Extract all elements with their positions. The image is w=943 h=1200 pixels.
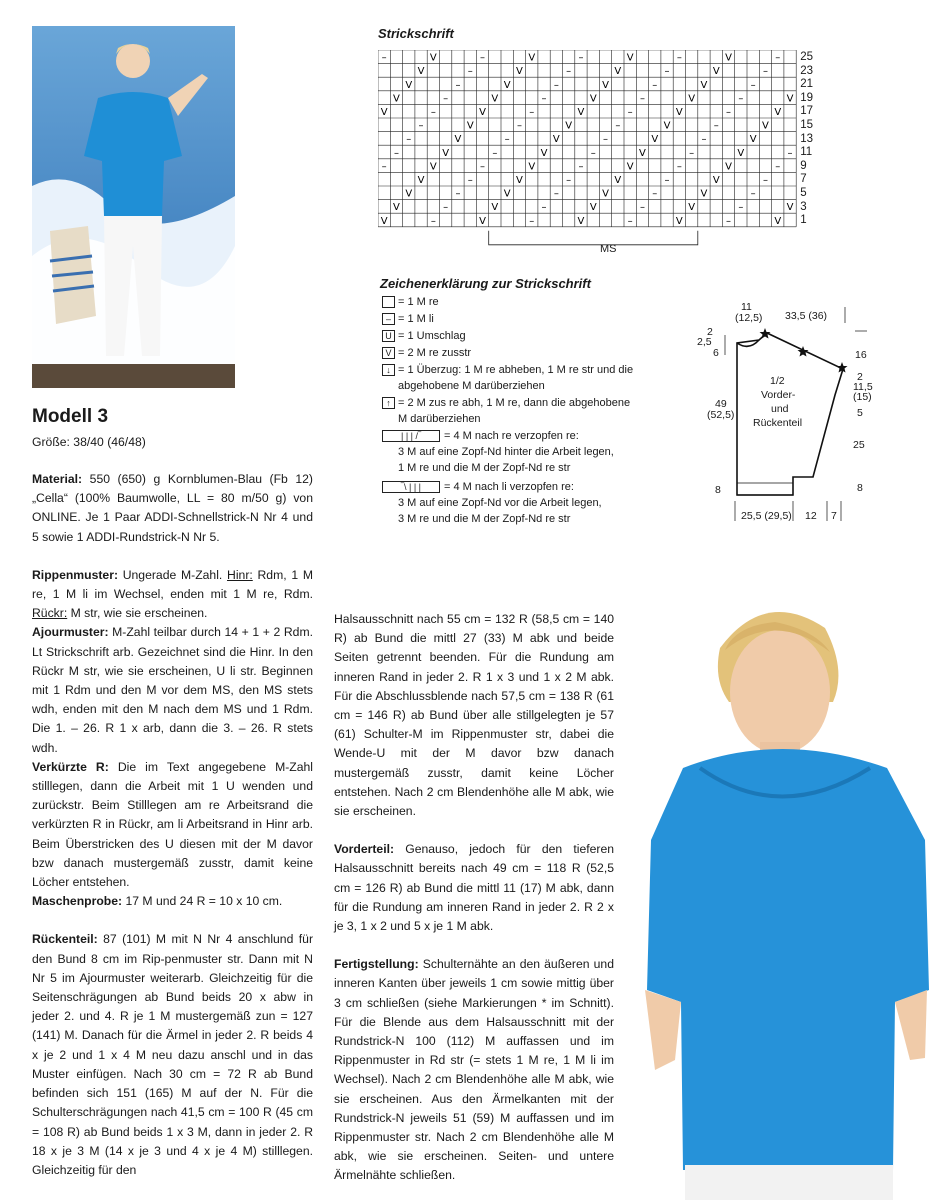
chart-cell-symbol: V: [393, 93, 400, 105]
front-paragraph: Vorderteil: Genauso, jedoch für den tieferen Halsausschnitt bereits nach 49 cm = 118 R (52,5 cm = 126 R) ab Bund die mittl 11 (17) M abk, dann für die Rundung am inneren Rand in jeder 2. R 2 x je 3, 1 x 2 und 5 x je 1 M abk.: [334, 842, 614, 934]
chart-cell-symbol: –: [566, 175, 572, 186]
chart-cell-symbol: –: [639, 202, 645, 214]
chart-cell-symbol: –: [578, 52, 584, 64]
chart-cell-symbol: V: [737, 147, 745, 159]
chart-cell-symbol: V: [774, 107, 782, 118]
cable-symbol-icon: | | | /‾: [382, 430, 440, 442]
legend-text: = 4 M nach li verzopfen re:: [444, 481, 574, 493]
chart-row-number: 1: [800, 214, 807, 227]
finishing-paragraph: Fertigstellung: Schulternähte an den äußeren und inneren Kanten über jeweils 1 cm sowie mittig über 3 cm schließen (siehe Markierungen * im Schnitt). Für die Blende aus dem Halsausschnitt mit der Rundstrick-N 100 (112) M auffassen und im Rippenmuster in Rd str (= stets 1 M re, 1 M li im Wechsel). Nach 2 cm Blendenhöhe alle M abk, wie sie erscheinen. Aus den Ärmelkanten mit der Rundstrick-N jeweils 51 (59) M auffassen und im Rippenmuster str. Nach 2 cm Blendenhöhe alle M abk, wie sie erscheinen. Seiten- und untere Ärmelnähte schließen.: [334, 957, 614, 1183]
chart-cell-symbol: –: [578, 161, 584, 173]
schema-right-25: 25: [853, 439, 865, 451]
chart-row-number: 17: [800, 105, 813, 118]
repeat-bracket: [489, 231, 698, 245]
schema-top-33-5: 33,5 (36): [785, 310, 828, 322]
chart-cell-symbol: V: [380, 107, 388, 118]
chart-cell-symbol: V: [614, 175, 622, 186]
chart-cell-symbol: V: [405, 188, 413, 200]
schema-bottom-7: 7: [831, 510, 837, 522]
chart-cell-symbol: –: [504, 134, 510, 146]
chart-title: Strickschrift: [378, 26, 454, 41]
chart-cell-symbol: V: [491, 202, 499, 214]
chart-cell-symbol: V: [479, 107, 486, 118]
chart-cell-symbol: –: [652, 79, 658, 91]
chart-cell-symbol: V: [626, 161, 634, 173]
gauge-paragraph: Maschenprobe: 17 M und 24 R = 10 x 10 cm.: [32, 894, 283, 909]
chart-cell-symbol: –: [750, 188, 756, 200]
text-column-middle: [334, 610, 614, 1186]
chart-cell-symbol: –: [455, 79, 461, 91]
chart-cell-symbol: V: [454, 134, 462, 146]
chart-cell-symbol: –: [738, 93, 744, 105]
chart-row-number: 3: [800, 200, 807, 213]
chart-cell-symbol: V: [528, 52, 536, 64]
legend-text: = 1 M re: [398, 296, 439, 308]
schema-bottom-12: 12: [805, 510, 817, 522]
chart-cell-symbol: –: [406, 134, 412, 146]
chart-row-number: 21: [800, 78, 813, 91]
chart-cell-symbol: –: [615, 120, 621, 132]
chart-cell-symbol: V: [626, 52, 634, 64]
chart-cell-symbol: –: [529, 215, 535, 227]
chart-cell-symbol: –: [676, 161, 682, 173]
chart-cell-symbol: –: [443, 202, 449, 214]
legend-text-continued: 3 M re und die M der Zopf-Nd re str: [398, 513, 571, 525]
chart-cell-symbol: –: [664, 175, 670, 186]
chart-cell-symbol: V: [700, 188, 708, 200]
chart-cell-symbol: –: [603, 134, 609, 146]
chart-cell-symbol: –: [443, 93, 449, 105]
stitch-symbol-icon: V: [382, 347, 395, 359]
schema-left-2-5: 2,5: [697, 336, 712, 348]
back-continued-paragraph: Halsausschnitt nach 55 cm = 132 R (58,5 cm = 140 R) ab Bund die mittl 27 (33) M abk und beide Seiten getrennt beenden. Für die Rundung am inneren Rand in jeder 2. R 1 x 3 und 1 x 2 M abk. Für die Abschlussblende nach 57,5 cm = 138 R (61 cm = 146 R) ab Bund über alle stillgelegten je 57 (61) Schulter-M im Rippenmuster str, dabei die Wende-U mit der M davor bzw danach mustergemäß zusstr, damit keine Löcher entstehen. Nach 2 cm Blendenhöhe alle M abk, wie sie erscheinen.: [334, 612, 614, 819]
chart-cell-symbol: V: [442, 147, 450, 159]
chart-row-number: 25: [800, 51, 813, 63]
chart-cell-symbol: –: [430, 107, 436, 118]
chart-cell-symbol: –: [787, 147, 793, 159]
chart-cell-symbol: V: [589, 202, 597, 214]
schema-center-1: 1/2: [770, 375, 785, 387]
chart-cell-symbol: V: [565, 120, 573, 132]
chart-cell-symbol: V: [675, 107, 683, 118]
chart-cell-symbol: –: [430, 215, 436, 227]
chart-cell-symbol: –: [750, 79, 756, 91]
chart-cell-symbol: –: [713, 120, 719, 132]
legend-text-continued: 3 M auf eine Zopf-Nd hinter die Arbeit legen,: [398, 446, 614, 458]
stitch-symbol-icon: U: [382, 330, 395, 342]
chart-cell-symbol: V: [516, 66, 523, 78]
chart-cell-symbol: –: [627, 215, 633, 227]
chart-cell-symbol: –: [590, 147, 596, 159]
chart-cell-symbol: V: [786, 202, 794, 214]
chart-cell-symbol: V: [479, 215, 486, 227]
chart-cell-symbol: V: [749, 134, 757, 146]
legend-text: = 1 Überzug: 1 M re abheben, 1 M re str und die: [398, 364, 634, 376]
material-paragraph: Material: 550 (650) g Kornblumen-Blau (Fb 12) „Cella“ (100% Baumwolle, LL = 80 m/50 g) von ONLINE. Je 1 Paar ADDI-Schnellstrick-N Nr 4 und 5 sowie 1 ADDI-Rundstrick-N Nr 5.: [32, 472, 313, 544]
chart-cell-symbol: –: [529, 107, 535, 118]
chart-cell-symbol: V: [688, 202, 696, 214]
chart-cell-symbol: V: [528, 161, 536, 173]
chart-row-number: 9: [800, 159, 807, 172]
chart-cell-symbol: –: [664, 66, 670, 78]
legend-text-continued: abgehobene M darüberziehen: [398, 380, 545, 392]
rib-paragraph: Rippenmuster: Ungerade M-Zahl. Hinr: Rdm, 1 M re, 1 M li im Wechsel, enden mit 1 M re, Rdm. Rückr: M str, wie sie erscheinen.: [32, 567, 313, 621]
schema-bottom-25-5: 25,5 (29,5): [741, 510, 792, 522]
schema-center-3: und: [771, 403, 789, 415]
legend-text: = 1 Umschlag: [398, 330, 466, 342]
chart-cell-symbol: V: [688, 93, 696, 105]
stitch-symbol-icon: ↑: [382, 397, 395, 409]
schema-left-6: 6: [713, 347, 719, 359]
schema-right-15: (15): [853, 391, 872, 403]
chart-cell-symbol: V: [725, 161, 732, 173]
chart-cell-symbol: –: [393, 147, 399, 159]
chart-cell-symbol: V: [417, 66, 425, 78]
legend-text-continued: 1 M re und die M der Zopf-Nd re str: [398, 462, 571, 474]
schema-left-52-5: (52,5): [707, 409, 735, 421]
chart-cell-symbol: –: [541, 93, 547, 105]
chart-row-number: 11: [800, 146, 813, 159]
schema-left-8: 8: [715, 484, 721, 496]
chart-cell-symbol: V: [552, 134, 560, 146]
chart-cell-symbol: –: [726, 107, 732, 118]
legend-title: Zeichenerklärung zur Strickschrift: [380, 276, 591, 291]
schema-left-2: 2: [707, 326, 713, 338]
chart-row-number: 15: [800, 119, 813, 131]
chart-cell-symbol: V: [491, 93, 499, 105]
chart-cell-symbol: V: [663, 120, 671, 132]
chart-cell-symbol: –: [467, 66, 473, 78]
model-photo-bottom: [625, 590, 943, 1200]
chart-cell-symbol: V: [675, 215, 683, 227]
chart-cell-symbol: V: [429, 52, 437, 64]
chart-repeat-label: MS: [600, 243, 617, 255]
model-title: Modell 3: [32, 406, 109, 427]
chart-cell-symbol: V: [602, 188, 609, 200]
chart-cell-symbol: –: [701, 134, 707, 146]
chart-cell-symbol: –: [455, 188, 461, 200]
schema-top-11: 11: [741, 301, 752, 313]
chart-cell-symbol: –: [467, 175, 473, 186]
chart-row-number: 23: [800, 64, 813, 77]
chart-cell-symbol: –: [775, 52, 781, 64]
stitch-symbol-icon: [382, 296, 395, 308]
schema-center-4: Rückenteil: [753, 417, 803, 429]
chart-cell-symbol: V: [540, 147, 548, 159]
chart-cell-symbol: V: [503, 188, 511, 200]
legend-text: = 2 M re zusstr: [398, 347, 472, 359]
legend-text-continued: M darüberziehen: [398, 413, 481, 425]
legend-text: = 2 M zus re abh, 1 M re, dann die abgehobene: [398, 397, 631, 409]
chart-cell-symbol: –: [381, 161, 387, 173]
chart-cell-symbol: V: [725, 52, 732, 64]
chart-cell-symbol: –: [541, 202, 547, 214]
chart-cell-symbol: –: [726, 215, 732, 227]
chart-cell-symbol: V: [516, 175, 523, 186]
schema-left-49: 49: [715, 398, 727, 410]
cable-symbol-icon: ‾\ | | |: [382, 481, 440, 493]
chart-cell-symbol: V: [651, 134, 659, 146]
chart-cell-symbol: V: [466, 120, 474, 132]
legend-text: = 4 M nach re verzopfen re:: [444, 430, 579, 442]
garment-schematic: [695, 295, 915, 530]
chart-cell-symbol: V: [429, 161, 437, 173]
chart-cell-symbol: –: [480, 161, 486, 173]
schema-right-16: 16: [855, 349, 867, 361]
chart-cell-symbol: V: [614, 66, 622, 78]
chart-cell-symbol: –: [775, 161, 781, 173]
chart-cell-symbol: –: [652, 188, 658, 200]
chart-cell-symbol: V: [712, 66, 720, 78]
chart-cell-symbol: V: [774, 215, 782, 227]
chart-cell-symbol: V: [503, 79, 511, 91]
chart-cell-symbol: V: [602, 79, 609, 91]
chart-cell-symbol: V: [589, 93, 597, 105]
knitting-chart: [378, 50, 798, 260]
chart-cell-symbol: –: [639, 93, 645, 105]
text-column-left: [32, 470, 313, 1180]
chart-cell-symbol: V: [417, 175, 425, 186]
chart-row-number: 5: [800, 187, 807, 199]
chart-cell-symbol: –: [566, 66, 572, 78]
chart-cell-symbol: –: [516, 120, 522, 132]
chart-cell-symbol: –: [689, 147, 695, 159]
chart-cell-symbol: V: [700, 79, 708, 91]
model-sizes: Größe: 38/40 (46/48): [32, 435, 146, 449]
legend-text: = 1 M li: [398, 313, 434, 325]
chart-cell-symbol: V: [577, 107, 585, 118]
back-paragraph: Rückenteil: 87 (101) M mit N Nr 4 anschlund für den Bund 8 cm im Rip-penmuster str. Dann mit N Nr 5 im Ajourmuster weiterarb. Gleichzeitig für die Seitenschrägungen ab Bund beids 20 x abw in jeder 2. und 4. R je 1 M mustergemäß zun = 127 (141) M. Danach für die Ärmel in jeder 2. R beids 4 x je 2 und 1 x 4 M neu dazu anschl und in das Muster einfügen. Nach 30 cm = 72 R ab Bund befinden sich 151 (165) M auf der N. Für die Schulterschrägungen nach 41,5 cm = 100 R (45 cm = 108 R) ab Bund beids 1 x 3 M, dann in jeder 2. R 18 x je 3 M (14 x je 3 und 4 x je 4 M) stilllegen. Gleichzeitig für den: [32, 932, 313, 1177]
schema-right-5: 5: [857, 407, 863, 419]
chart-cell-symbol: V: [577, 215, 585, 227]
chart-cell-symbol: V: [380, 215, 388, 227]
knitting-chart-grid: [378, 50, 798, 260]
short-rows-paragraph: Verkürzte R: Die im Text angegebene M-Zahl stilllegen, dann die Arbeit mit 1 U wenden und zurückstr. Beim Stilllegen am re Arbeitsrand die verkürzten R in Rückr, am li Arbeitsrand in Hinr arb. Beim Überstricken des U diesen mit der M davor bzw danach mustergemäß zusstr, damit keine Löcher entstehen.: [32, 759, 313, 890]
chart-cell-symbol: V: [393, 202, 400, 214]
chart-row-number: 13: [800, 132, 813, 145]
ajour-paragraph: Ajourmuster: M-Zahl teilbar durch 14 + 1 + 2 Rdm. Lt Strickschrift arb. Gezeichnet sind die Hinr. In den Rückr M str, wie sie erscheinen, U li str. Beginnen mit 1 Rdm und den M vor dem MS, den MS stets wdh, enden mit den M nach dem MS und 1 Rdm. Die 1. – 26. R 1 x arb, dann die 3. – 26. R stets wdh.: [32, 625, 313, 755]
chart-cell-symbol: –: [492, 147, 498, 159]
legend-text-continued: 3 M auf eine Zopf-Nd vor die Arbeit legen,: [398, 497, 602, 509]
chart-row-number: 19: [800, 91, 813, 104]
chart-cell-symbol: –: [627, 107, 633, 118]
chart-cell-symbol: –: [738, 202, 744, 214]
schema-center-2: Vorder-: [761, 389, 796, 401]
chart-row-number: 7: [800, 173, 807, 186]
chart-cell-symbol: –: [553, 79, 559, 91]
chart-cell-symbol: –: [762, 66, 768, 78]
chart-cell-symbol: –: [381, 52, 387, 64]
stitch-symbol-icon: –: [382, 313, 395, 325]
chart-cell-symbol: –: [676, 52, 682, 64]
chart-cell-symbol: –: [762, 175, 768, 186]
schema-right-8: 8: [857, 482, 863, 494]
model-photo-top: [32, 26, 235, 388]
chart-cell-symbol: –: [553, 188, 559, 200]
chart-cell-symbol: V: [786, 93, 794, 105]
chart-cell-symbol: –: [480, 52, 486, 64]
chart-cell-symbol: V: [762, 120, 769, 132]
chart-cell-symbol: V: [405, 79, 413, 91]
schema-right-11-5: 11,5: [853, 381, 873, 393]
chart-cell-symbol: V: [639, 147, 646, 159]
schema-right-2: 2: [857, 371, 863, 383]
schema-top-12-5: (12,5): [735, 312, 763, 324]
chart-cell-symbol: –: [418, 120, 424, 132]
stitch-symbol-icon: ↓: [382, 364, 395, 376]
chart-cell-symbol: V: [712, 175, 720, 186]
